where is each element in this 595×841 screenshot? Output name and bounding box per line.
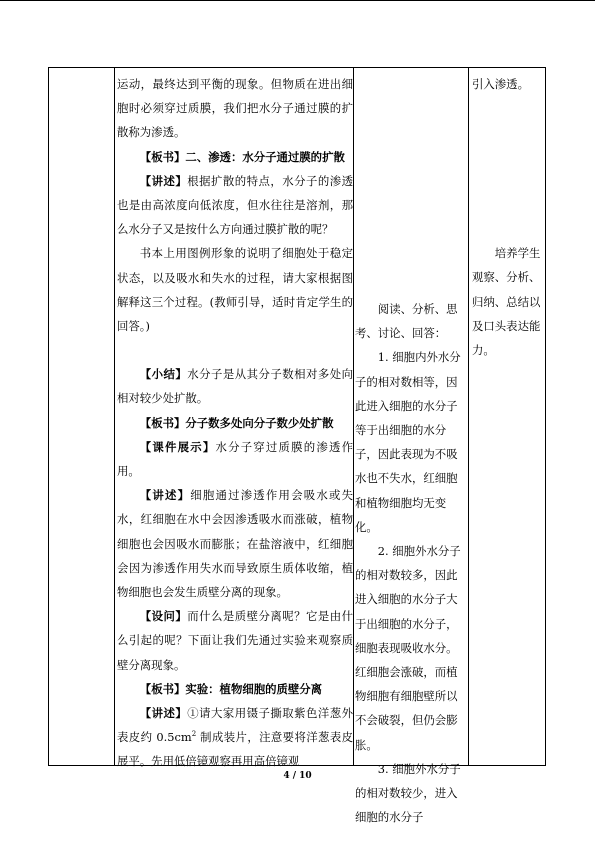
spacer <box>117 338 353 362</box>
paragraph-diffusion-intro: 运动，最终达到平衡的现象。但物质在进出细胞时必须穿过质膜，我们把水分子通过膜的扩散称为渗透。 <box>117 77 353 140</box>
paragraph-narrate-cells <box>117 483 353 604</box>
procedure-text-cont: 制成装片，注意要将洋葱表皮展平。先用低倍镜观察再用高倍镜观 <box>117 730 354 769</box>
tag-label: 【讲述】 <box>139 488 191 503</box>
student-answer-1: 1. 细胞内外水分子的相对数相等，因此进入细胞的水分子等于出细胞的水分子，因此表现为不吸水也不失水，红细胞和植物细胞均无变化。 <box>355 350 461 534</box>
courseware-text: 水分子穿过质膜的渗透作用。 <box>117 439 353 479</box>
paragraph-narrate-procedure <box>117 701 353 774</box>
student-answer-3: 3. 细胞外水分子的相对数较少，进入细胞的水分子 <box>355 761 461 825</box>
student-activity-cell <box>355 297 465 829</box>
paragraph-textbook-figure: 书本上用图例形象的说明了细胞处于稳定状态，以及吸水和失水的过程，请大家根据图解释这三个过程。(教师引导，适时肯定学生的回答。) <box>117 246 353 334</box>
intent-skills: 培养学生观察、分析、归纳、总结以及口头表达能力。 <box>472 246 541 358</box>
intent-intro: 引入渗透。 <box>472 77 529 91</box>
question-text: 而什么是质壁分离呢？它是由什么引起的呢？下面让我们先通过实验来观察质壁分离现象。 <box>117 609 353 672</box>
header-rule <box>0 0 595 1</box>
design-intent-cell <box>472 72 544 362</box>
summary-text: 水分子是从其分子数相对多处向相对较少处扩散。 <box>117 367 353 406</box>
board-text: 分子数多处向分子数少处扩散 <box>185 415 334 430</box>
paragraph-courseware <box>117 435 353 483</box>
board-text: 二、渗透：水分子通过膜的扩散 <box>185 149 345 164</box>
paragraph-board-direction <box>117 411 353 435</box>
paragraph-board-osmosis <box>117 145 353 169</box>
spacer <box>472 96 544 241</box>
procedure-text: ①请大家用镊子撕取紫色洋葱外表皮约 0.5cm <box>117 706 353 745</box>
tag-label: 【小结】 <box>139 367 188 382</box>
tag-label: 【板书】 <box>139 681 186 696</box>
paragraph-narrate-direction <box>117 169 353 242</box>
column-divider-3 <box>468 68 469 765</box>
teacher-activity-cell <box>117 72 353 774</box>
paragraph-question <box>117 604 353 677</box>
paragraph-board-experiment <box>117 677 353 701</box>
tag-label: 【板书】 <box>139 149 186 164</box>
tag-label: 【讲述】 <box>139 706 188 721</box>
student-answer-2: 2. 细胞外水分子的相对数较多，因此进入细胞的水分子大于出细胞的水分子，细胞表现吸收水分。红细胞会涨破，而植物细胞有细胞壁所以不会破裂，但仍会膨胀。 <box>355 544 461 752</box>
paragraph-summary <box>117 362 353 410</box>
tag-label: 【课件展示】 <box>139 439 216 454</box>
board-text: 实验：植物细胞的质壁分离 <box>185 681 323 696</box>
column-divider-1 <box>114 68 115 765</box>
superscript: 2 <box>191 730 197 739</box>
column-divider-2 <box>353 68 354 765</box>
tag-label: 【设问】 <box>139 609 188 624</box>
tag-label: 【板书】 <box>139 415 186 430</box>
student-instruction: 阅读、分析、思考、讨论、回答： <box>355 302 458 341</box>
narrate-text: 根据扩散的特点，水分子的渗透也是由高浓度向低浓度，但水往往是溶剂，那么水分子又是按什么方向通过膜扩散的呢？ <box>117 173 353 237</box>
page-number: 4 / 10 <box>283 771 312 781</box>
tag-label: 【讲述】 <box>139 173 188 188</box>
narrate-text: 细胞通过渗透作用会吸水或失水，红细胞在水中会因渗透吸水而涨破，植物细胞也会因吸水而膨胀；在盐溶液中，红细胞会因为渗透作用失水而导致原生质体收缩，植物细胞也会发生质壁分离的现象。 <box>117 488 353 600</box>
